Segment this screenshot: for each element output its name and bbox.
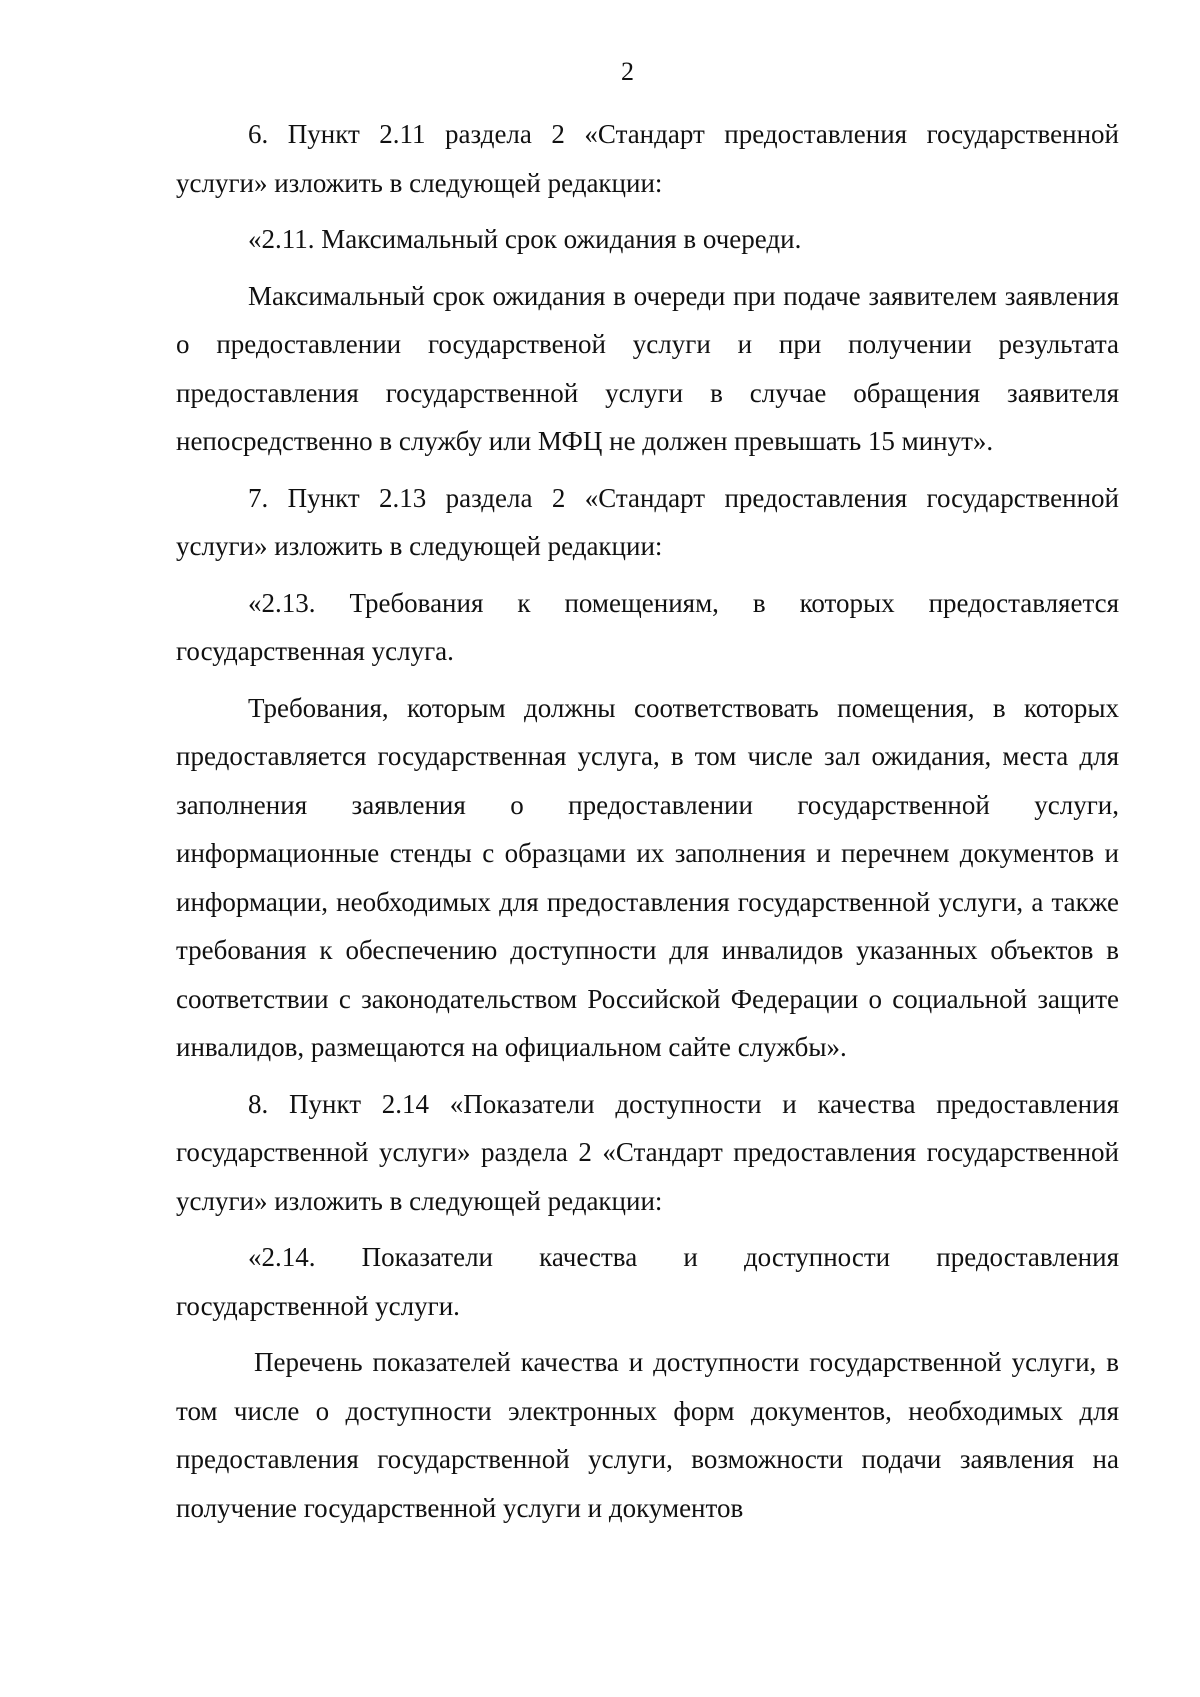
paragraph-heading-2-13: «2.13. Требования к помещениям, в которых предоставляется государственная услуга. xyxy=(176,587,1119,666)
page-number: 2 xyxy=(621,57,634,86)
paragraph-queue-time: Максимальный срок ожидания в очереди при подаче заявителем заявления о предоставлении государственой услуги и при получении результата предоставления государственной услуги в случае обращения заявителя непосредственно в службу или МФЦ не должен превышать 15 минут». xyxy=(176,280,1119,456)
document-body xyxy=(176,110,1119,1540)
paragraph-premises-requirements: Требования, которым должны соответствовать помещения, в которых предоставляется государственная услуга, в том числе зал ожидания, места для заполнения заявления о предоставлении государственной услуги, информационные стенды с образцами их заполнения и перечнем документов и информации, необходимых для предоставления государственной услуги, а также требования к обеспечению доступности для инвалидов указанных объектов в соответствии с законодательством Российской Федерации о социальной защите инвалидов, размещаются на официальном сайте службы». xyxy=(176,692,1119,1062)
paragraph-quality-indicators: Перечень показателей качества и доступности государственной услуги, в том числе о доступности электронных форм документов, необходимых для предоставления государственной услуги, возможности подачи заявления на получение государственной услуги и документов xyxy=(176,1347,1119,1523)
paragraph-heading-2-11: «2.11. Максимальный срок ожидания в очереди. xyxy=(248,224,802,254)
paragraph-item-6: 6. Пункт 2.11 раздела 2 «Стандарт предоставления государственной услуги» изложить в следующей редакции: xyxy=(176,119,1119,198)
paragraph-heading-2-14: «2.14. Показатели качества и доступности предоставления государственной услуги. xyxy=(176,1242,1119,1321)
paragraph-item-7: 7. Пункт 2.13 раздела 2 «Стандарт предоставления государственной услуги» изложить в следующей редакции: xyxy=(176,482,1119,561)
paragraph-item-8: 8. Пункт 2.14 «Показатели доступности и качества предоставления государственной услуги» раздела 2 «Стандарт предоставления государственной услуги» изложить в следующей редакции: xyxy=(176,1088,1119,1216)
